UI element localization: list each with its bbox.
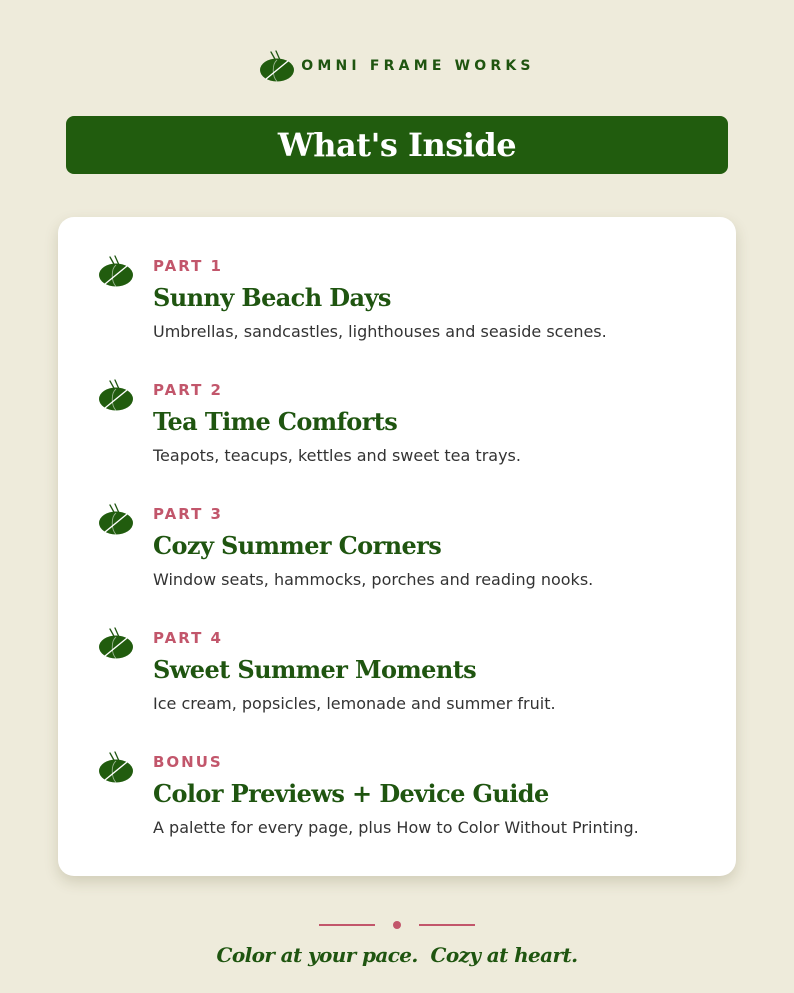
section-title: Color Previews + Device Guide [153,779,549,808]
section-label: PART 1 [153,257,223,275]
section-title: Sunny Beach Days [153,283,391,312]
section-description: Window seats, hammocks, porches and reading nooks. [153,570,594,589]
divider-line-left [319,924,375,926]
section-description: Ice cream, popsicles, lemonade and summer fruit. [153,694,556,713]
yarn-ball-icon [98,625,134,661]
brand-header [0,48,794,84]
footer-divider [0,917,794,933]
divider-line-right [419,924,475,926]
section-label: BONUS [153,753,223,771]
section-title: Cozy Summer Corners [153,531,442,560]
yarn-ball-icon [98,377,134,413]
section-part-2 [58,341,736,465]
page-title: What's Inside [277,126,517,164]
section-label: PART 3 [153,505,223,523]
divider-dot [393,921,401,929]
section-title: Sweet Summer Moments [153,655,477,684]
brand-name: OMNI FRAME WORKS [301,58,535,74]
yarn-ball-icon [98,501,134,537]
tagline: Color at your pace. Cozy at heart. [216,943,578,967]
title-banner [66,116,728,174]
yarn-ball-icon [98,253,134,289]
section-part-1 [58,217,736,341]
contents-card [58,217,736,876]
section-label: PART 2 [153,381,223,399]
section-part-3 [58,465,736,589]
section-description: Teapots, teacups, kettles and sweet tea trays. [153,446,521,465]
section-description: Umbrellas, sandcastles, lighthouses and seaside scenes. [153,322,607,341]
yarn-ball-icon [98,749,134,785]
section-bonus [58,713,736,837]
section-part-4 [58,589,736,713]
yarn-ball-icon [259,48,295,84]
section-title: Tea Time Comforts [153,407,398,436]
section-description: A palette for every page, plus How to Color Without Printing. [153,818,639,837]
section-label: PART 4 [153,629,223,647]
